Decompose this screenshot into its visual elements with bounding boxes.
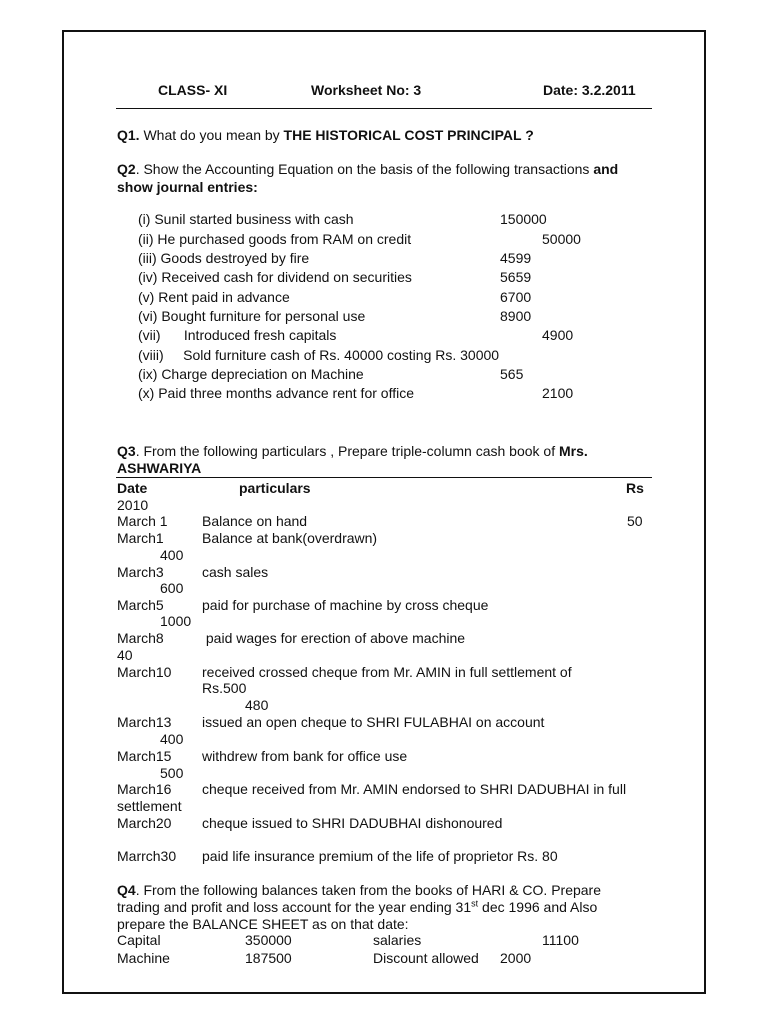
q2-item-label: (iv) Received cash for dividend on securities (138, 269, 412, 285)
balance-name: Capital (117, 932, 161, 948)
cashbook-particular: issued an open cheque to SHRI FULABHAI on account (202, 714, 545, 730)
q3-number: Q3 (117, 443, 136, 459)
header-rule (116, 108, 652, 109)
q2-item-amount: 6700 (500, 289, 532, 305)
cashbook-date: March20 (117, 815, 172, 831)
question-4 (117, 882, 601, 899)
q2-item-amount: 4900 (542, 327, 574, 343)
cashbook-date: Marrch30 (117, 848, 177, 864)
q3-bold-tail: Mrs. (558, 443, 588, 459)
q1-number: Q1. (117, 127, 140, 143)
q2-item-amount: 8900 (500, 308, 532, 324)
q4-line1: . From the following balances taken from the books of HARI & CO. Prepare (135, 882, 602, 898)
cashbook-date: March3 (117, 564, 164, 580)
q2-text: . Show the Accounting Equation on the basis of the following transactions (135, 161, 594, 177)
class-label: CLASS- XI (158, 82, 228, 98)
cashbook-date-cont: settlement (117, 798, 182, 814)
cashbook-particular: paid wages for erection of above machine (202, 630, 466, 646)
cashbook-particular-cont: Rs.500 (202, 680, 247, 696)
q2-item-label: (ii) He purchased goods from RAM on credit (138, 231, 412, 247)
q1-text: What do you mean by (139, 127, 284, 143)
cashbook-particular: cheque received from Mr. AMIN endorsed to SHRI DADUBHAI in full (202, 781, 627, 797)
q3-rule (116, 477, 652, 478)
question-1 (117, 127, 534, 144)
q2-item-label: (iii) Goods destroyed by fire (138, 250, 310, 266)
cashbook-amount: 500 (160, 765, 184, 781)
q2-bold-tail: and (593, 161, 619, 177)
cashbook-date: March10 (117, 664, 172, 680)
balance-name: Machine (117, 950, 170, 966)
question-2 (117, 161, 618, 178)
cashbook-amount: 400 (160, 731, 184, 747)
q4-line2b: dec 1996 and Also (478, 899, 598, 915)
q2-line2: show journal entries: (117, 179, 258, 195)
col-rs-header: Rs (626, 480, 644, 496)
cashbook-amount: 1000 (160, 613, 192, 629)
col-particulars-header: particulars (239, 480, 311, 496)
balance-name: Discount allowed (373, 950, 479, 966)
cashbook-amount: 480 (245, 697, 269, 713)
q2-item-amount: 565 (500, 366, 524, 382)
question-3 (117, 443, 588, 460)
cashbook-amount: 600 (160, 580, 184, 596)
cashbook-particular: cheque issued to SHRI DADUBHAI dishonoured (202, 815, 503, 831)
cashbook-date: March 1 (117, 513, 168, 529)
cashbook-particular: Balance at bank(overdrawn) (202, 530, 378, 546)
cashbook-amount: 40 (117, 647, 133, 663)
cashbook-amount: 50 (627, 513, 643, 529)
q1-bold: THE HISTORICAL COST PRINCIPAL ? (283, 127, 534, 143)
cashbook-particular: paid for purchase of machine by cross cheque (202, 597, 489, 613)
cashbook-particular: paid life insurance premium of the life of proprietor Rs. 80 (202, 848, 558, 864)
q3-text: . From the following particulars , Prepare triple-column cash book of (135, 443, 559, 459)
q2-item-label: (vii) Introduced fresh capitals (138, 327, 337, 343)
q2-number: Q2 (117, 161, 136, 177)
q4-number: Q4 (117, 882, 136, 898)
q4-line3: prepare the BALANCE SHEET as on that date: (117, 916, 409, 932)
cashbook-particular: Balance on hand (202, 513, 308, 529)
cashbook-date: March8 (117, 630, 164, 646)
q4-line2a: trading and profit and loss account for the year ending 31 (117, 899, 472, 915)
q2-item-label: (v) Rent paid in advance (138, 289, 290, 305)
q2-item-label: (i) Sunil started business with cash (138, 211, 354, 227)
q2-item-amount: 50000 (542, 231, 581, 247)
q2-item-amount: 4599 (500, 250, 532, 266)
q3-name: ASHWARIYA (117, 460, 202, 476)
q2-item-amount: 2100 (542, 385, 574, 401)
balance-name: salaries (373, 932, 422, 948)
cashbook-date: March16 (117, 781, 172, 797)
worksheet-label: Worksheet No: 3 (311, 82, 422, 98)
cashbook-date: March13 (117, 714, 172, 730)
balance-value: 11100 (542, 932, 579, 948)
q4-line2 (117, 899, 597, 916)
q2-item-label: (vi) Bought furniture for personal use (138, 308, 366, 324)
cashbook-amount: 400 (160, 547, 184, 563)
q2-item-label: (x) Paid three months advance rent for office (138, 385, 414, 401)
cashbook-particular: received crossed cheque from Mr. AMIN in full settlement of (202, 664, 572, 680)
cashbook-date: March1 (117, 530, 164, 546)
q4-line2-sup: st (471, 898, 479, 909)
col-date-header: Date (117, 480, 148, 496)
year-label: 2010 (117, 497, 149, 513)
cashbook-particular: withdrew from bank for office use (202, 748, 408, 764)
balance-value: 2000 (500, 950, 532, 966)
date-label: Date: 3.2.2011 (543, 82, 636, 98)
cashbook-date: March15 (117, 748, 172, 764)
q2-item-label: (ix) Charge depreciation on Machine (138, 366, 364, 382)
q2-item-label: (viii) Sold furniture cash of Rs. 40000 costing Rs. 30000 (138, 347, 500, 363)
balance-value: 187500 (245, 950, 292, 966)
cashbook-date: March5 (117, 597, 164, 613)
q2-item-amount: 150000 (500, 211, 547, 227)
cashbook-particular: cash sales (202, 564, 269, 580)
balance-value: 350000 (245, 932, 292, 948)
q2-item-amount: 5659 (500, 269, 532, 285)
